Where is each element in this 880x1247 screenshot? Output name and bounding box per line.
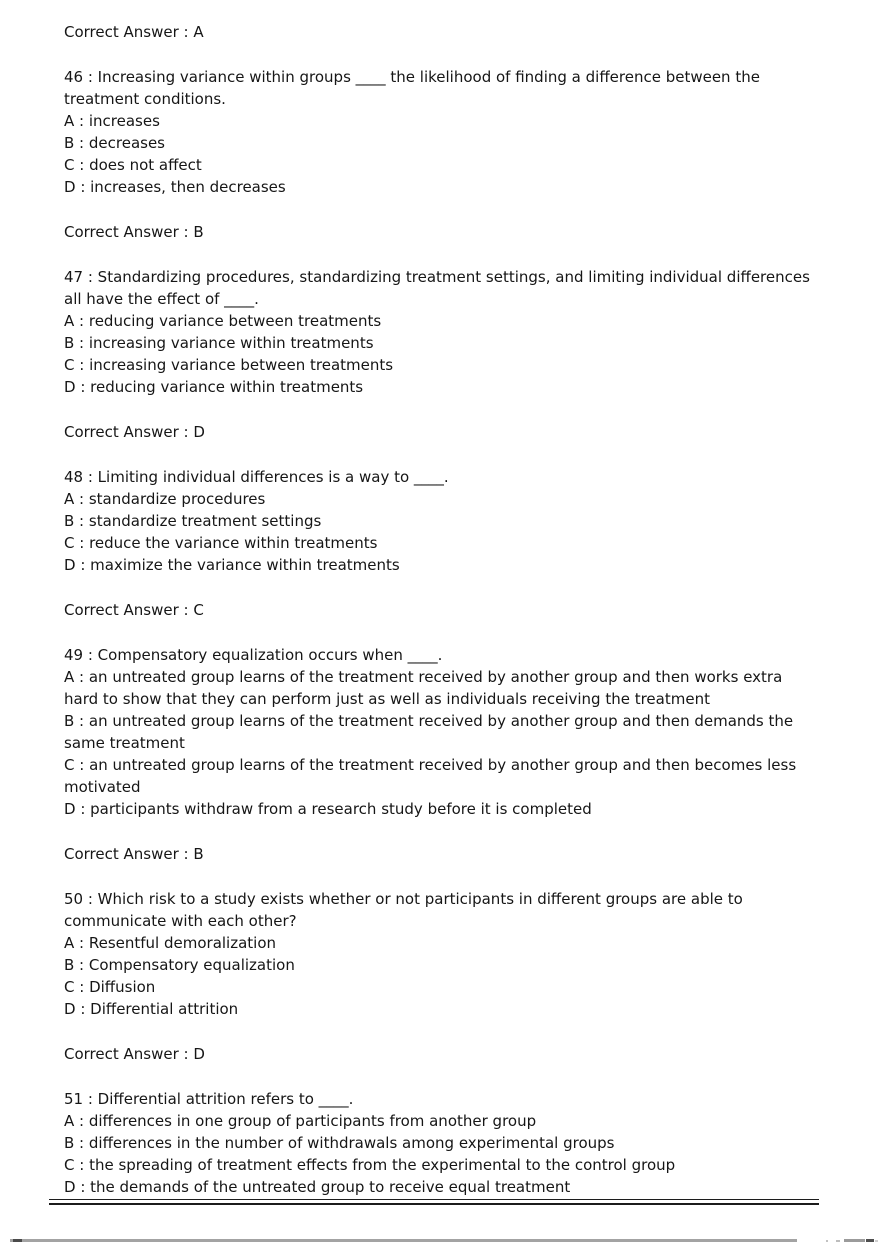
question-option: D : Differential attrition: [64, 1000, 239, 1018]
question-block: [64, 644, 816, 820]
correct-answer-line: [64, 21, 816, 43]
correct-answer-line: [64, 843, 816, 865]
correct-answer-text: Correct Answer : A: [64, 23, 204, 41]
question-text: 50 : Which risk to a study exists whether or not participants in different groups are able to communicate with each other?: [64, 890, 743, 930]
correct-answer-text: Correct Answer : B: [64, 223, 204, 241]
question-option: D : increases, then decreases: [64, 178, 286, 196]
page-bottom-bar-cap: [13, 1239, 22, 1242]
question-options: [64, 932, 816, 1020]
question-block: [64, 466, 816, 576]
question-option: C : reduce the variance within treatments: [64, 534, 378, 552]
correct-answer-line: [64, 421, 816, 443]
question-options: [64, 110, 816, 198]
question-option: A : Resentful demoralization: [64, 934, 277, 952]
question-block: [64, 888, 816, 1020]
page-bottom-mark: [826, 1240, 828, 1242]
question-option: D : reducing variance within treatments: [64, 378, 364, 396]
question-option: C : does not affect: [64, 156, 202, 174]
question-option: D : participants withdraw from a research study before it is completed: [64, 800, 592, 818]
correct-answer-text: Correct Answer : C: [64, 601, 204, 619]
question-text: 47 : Standardizing procedures, standardizing treatment settings, and limiting individual differences all have the effect of ____.: [64, 268, 810, 308]
question-option: A : standardize procedures: [64, 490, 266, 508]
question-option: C : increasing variance between treatments: [64, 356, 394, 374]
page-bottom-bar: [10, 1239, 797, 1242]
question-option: B : an untreated group learns of the treatment received by another group and then demands the same treatment: [64, 712, 794, 752]
correct-answer-text: Correct Answer : D: [64, 423, 205, 441]
question-option: B : Compensatory equalization: [64, 956, 295, 974]
question-options: [64, 310, 816, 398]
document-page-content: [64, 21, 816, 1198]
question-text: 48 : Limiting individual differences is a way to ____.: [64, 468, 449, 486]
page-bottom-mark: [875, 1240, 878, 1242]
page-bottom-mark: [844, 1239, 865, 1242]
question-option: C : Diffusion: [64, 978, 156, 996]
question-options: [64, 666, 816, 820]
question-option: A : increases: [64, 112, 160, 130]
question-option: C : an untreated group learns of the treatment received by another group and then becomes less motivated: [64, 756, 797, 796]
question-block: [64, 266, 816, 398]
question-text: 46 : Increasing variance within groups ____ the likelihood of finding a difference between the treatment conditions.: [64, 68, 760, 108]
correct-answer-line: [64, 221, 816, 243]
question-option: C : the spreading of treatment effects from the experimental to the control group: [64, 1156, 676, 1174]
question-option: B : increasing variance within treatments: [64, 334, 374, 352]
correct-answer-text: Correct Answer : D: [64, 1045, 205, 1063]
question-text: 49 : Compensatory equalization occurs when ____.: [64, 646, 443, 664]
page-bottom-mark: [866, 1239, 874, 1242]
question-options: [64, 1110, 816, 1198]
question-option: D : maximize the variance within treatments: [64, 556, 400, 574]
question-option: A : an untreated group learns of the treatment received by another group and then works extra hard to show that they can perform just as well as individuals receiving the treatment: [64, 668, 783, 708]
question-option: B : differences in the number of withdrawals among experimental groups: [64, 1134, 615, 1152]
page-bottom-mark: [836, 1240, 840, 1242]
question-option: A : reducing variance between treatments: [64, 312, 382, 330]
question-options: [64, 488, 816, 576]
question-option: A : differences in one group of participants from another group: [64, 1112, 537, 1130]
correct-answer-text: Correct Answer : B: [64, 845, 204, 863]
correct-answer-line: [64, 1043, 816, 1065]
question-block: [64, 66, 816, 198]
question-option: D : the demands of the untreated group to receive equal treatment: [64, 1178, 571, 1196]
question-text: 51 : Differential attrition refers to ____.: [64, 1090, 354, 1108]
correct-answer-line: [64, 599, 816, 621]
question-option: B : decreases: [64, 134, 165, 152]
section-divider: [49, 1199, 819, 1205]
question-block: [64, 1088, 816, 1198]
question-option: B : standardize treatment settings: [64, 512, 322, 530]
